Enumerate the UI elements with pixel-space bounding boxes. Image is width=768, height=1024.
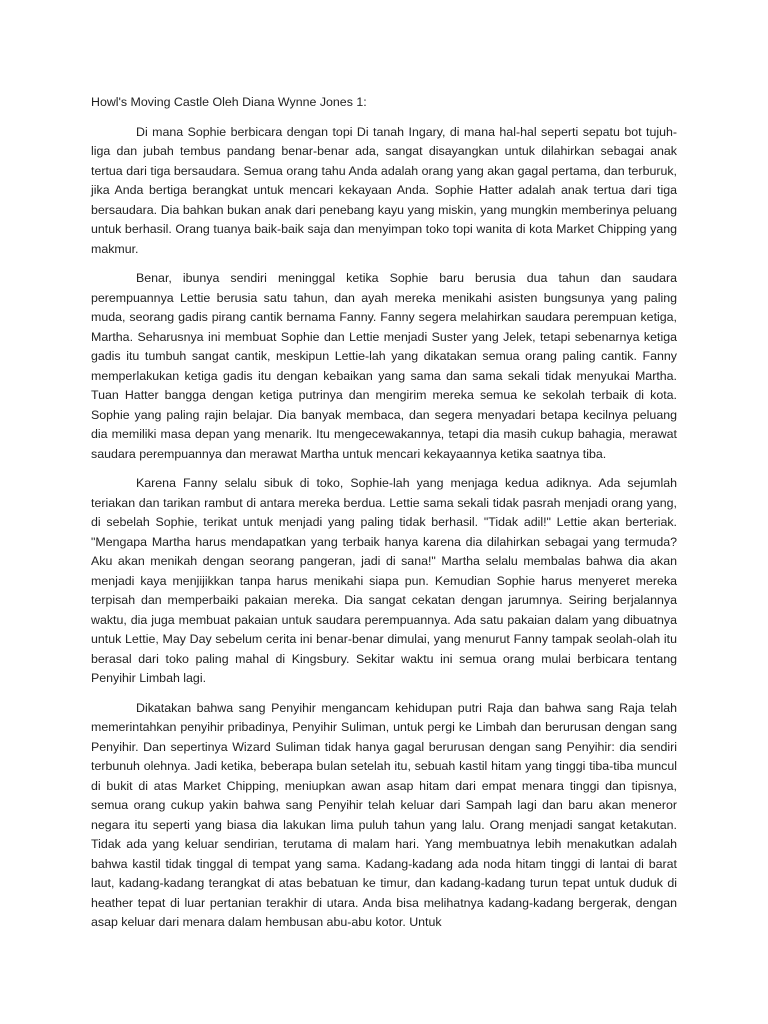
paragraph-4: Dikatakan bahwa sang Penyihir mengancam kehidupan putri Raja dan bahwa sang Raja telah memerintahkan penyihir pribadinya, Penyihir Suliman, untuk pergi ke Limbah dan berurusan dengan sang Penyihir. Dan sepertinya Wizard Suliman tidak hanya gagal berurusan dengan sang Penyihir: dia sendiri terbunuh olehnya. Jadi ketika, beberapa bulan setelah itu, sebuah kastil hitam yang tinggi tiba-tiba muncul di bukit di atas Market Chipping, meniupkan awan asap hitam dari empat menara tinggi dan tipisnya, semua orang cukup yakin bahwa sang Penyihir telah keluar dari Sampah lagi dan baru akan meneror negara itu seperti yang biasa dia lakukan lima puluh tahun yang lalu. Orang menjadi sangat ketakutan. Tidak ada yang keluar sendirian, terutama di malam hari. Yang membuatnya lebih menakutkan adalah bahwa kastil tidak tinggal di tempat yang sama. Kadang-kadang ada noda hitam tinggi di lantai di barat laut, kadang-kadang terangkat di atas bebatuan ke timur, dan kadang-kadang turun tepat untuk duduk di heather tepat di luar pertanian terakhir di utara. Anda bisa melihatnya kadang-kadang bergerak, dengan asap keluar dari menara dalam hembusan abu-abu kotor. Untuk bbox=[91, 700, 677, 929]
paragraph-1: Di mana Sophie berbicara dengan topi Di tanah Ingary, di mana hal-hal seperti sepatu bot tujuh-liga dan jubah tembus pandang benar-benar ada, sangat disayangkan untuk dilahirkan sebagai anak tertua dari tiga bersaudara. Semua orang tahu Anda adalah orang yang akan gagal pertama, dan terburuk, jika Anda bertiga berangkat untuk mencari kekayaan Anda. Sophie Hatter adalah anak tertua dari tiga bersaudara. Dia bahkan bukan anak dari penebang kayu yang miskin, yang mungkin memberinya peluang untuk berhasil. Orang tuanya baik-baik saja dan menyimpan toko topi wanita di kota Market Chipping yang makmur. bbox=[91, 124, 677, 256]
document-body bbox=[91, 93, 677, 943]
document-title: Howl's Moving Castle Oleh Diana Wynne Jones 1: bbox=[91, 95, 367, 109]
paragraph-2: Benar, ibunya sendiri meninggal ketika Sophie baru berusia dua tahun dan saudara perempuannya Lettie berusia satu tahun, dan ayah mereka menikahi asisten bungsunya yang paling muda, seorang gadis pirang cantik bernama Fanny. Fanny segera melahirkan saudara perempuan ketiga, Martha. Seharusnya ini membuat Sophie dan Lettie menjadi Suster yang Jelek, tetapi sebenarnya ketiga gadis itu tumbuh sangat cantik, meskipun Lettie-lah yang dikatakan semua orang paling cantik. Fanny memperlakukan ketiga gadis itu dengan kebaikan yang sama dan sama sekali tidak menyukai Martha. Tuan Hatter bangga dengan ketiga putrinya dan mengirim mereka semua ke sekolah terbaik di kota. Sophie yang paling rajin belajar. Dia banyak membaca, dan segera menyadari betapa kecilnya peluang dia memiliki masa depan yang menarik. Itu mengecewakannya, tetapi dia masih cukup bahagia, merawat saudara perempuannya dan merawat Martha untuk mencari kekayaannya ketika saatnya tiba. bbox=[91, 271, 677, 461]
paragraph-3: Karena Fanny selalu sibuk di toko, Sophie-lah yang menjaga kedua adiknya. Ada sejumlah teriakan dan tarikan rambut di antara mereka berdua. Lettie sama sekali tidak pasrah menjadi orang yang, di sebelah Sophie, terikat untuk menjadi yang paling tidak berhasil. "Tidak adil!" Lettie akan berteriak. "Mengapa Martha harus mendapatkan yang terbaik hanya karena dia dilahirkan sebagai yang termuda? Aku akan menikah dengan seorang pangeran, jadi di sana!" Martha selalu membalas bahwa dia akan menjadi kaya menjijikkan tanpa harus menikahi siapa pun. Kemudian Sophie harus menyeret mereka terpisah dan memperbaiki pakaian mereka. Dia sangat cekatan dengan jarumnya. Seiring berjalannya waktu, dia juga membuat pakaian untuk saudara perempuannya. Ada satu pakaian dalam yang dibuatnya untuk Lettie, May Day sebelum cerita ini benar-benar dimulai, yang menurut Fanny tampak seolah-olah itu berasal dari toko paling mahal di Kingsbury. Sekitar waktu ini semua orang mulai berbicara tentang Penyihir Limbah lagi. bbox=[91, 476, 677, 685]
